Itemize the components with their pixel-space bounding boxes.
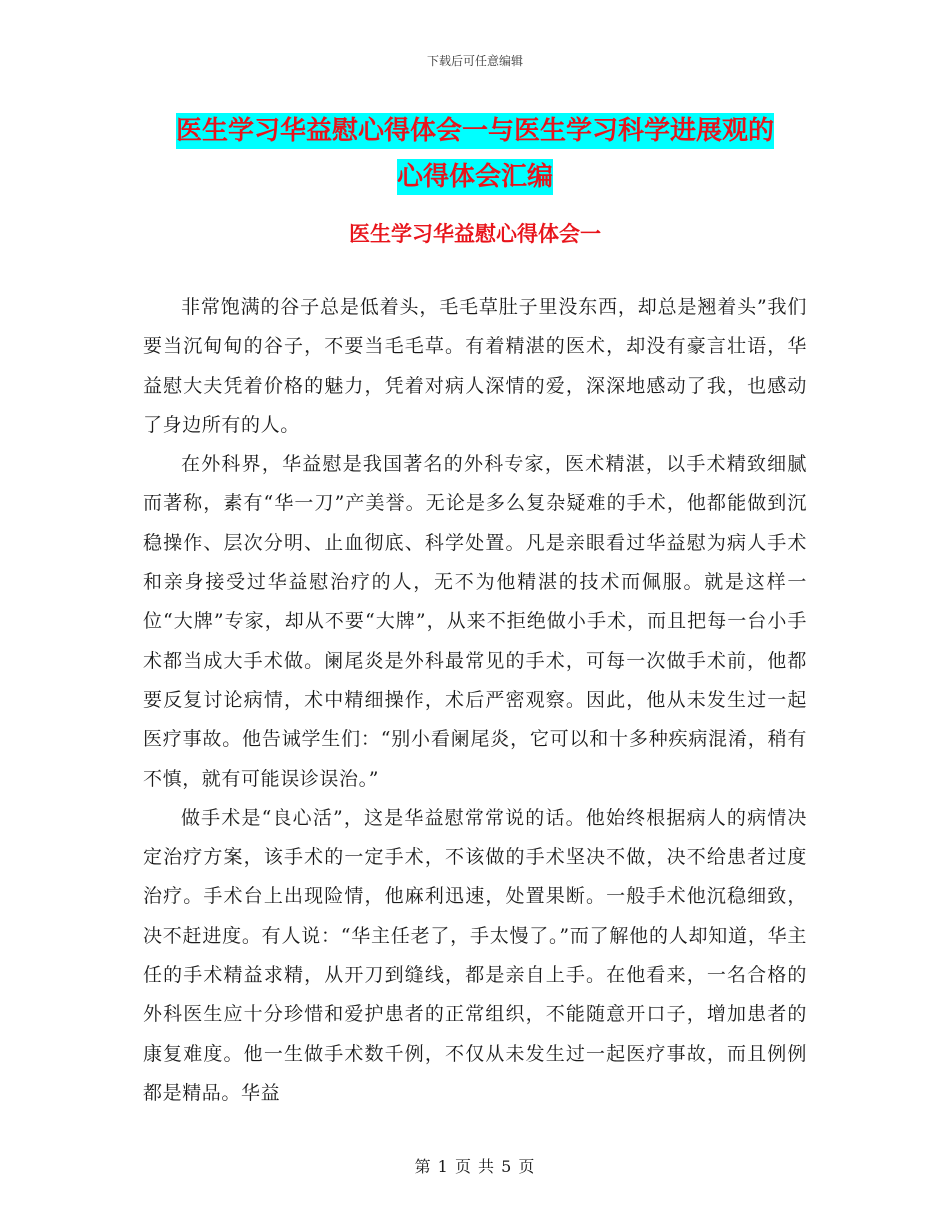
document-title-line-2: 心得体会汇编 xyxy=(397,159,553,195)
header-note: 下载后可任意编辑 xyxy=(426,54,523,68)
body-text xyxy=(143,288,807,1113)
paragraph: 在外科界，华益慰是我国著名的外科专家，医术精湛，以手术精致细腻而著称，素有“华一刀”产美誉。无论是多么复杂疑难的手术，他都能做到沉稳操作、层次分明、止血彻底、科学处置。凡是亲眼看过华益慰为病人手术和亲身接受过华益慰治疗的人，无不为他精湛的技术而佩服。就是这样一位“大牌”专家，却从不要“大牌”，从来不拒绝做小手术，而且把每一台小手术都当成大手术做。阑尾炎是外科最常见的手术，可每一次做手术前，他都要反复讨论病情，术中精细操作，术后严密观察。因此，他从未发生过一起医疗事故。他告诫学生们：“别小看阑尾炎，它可以和十多种疾病混淆，稍有不慎，就有可能误诊误治。” xyxy=(143,453,807,790)
paragraph: 做手术是“良心活”，这是华益慰常常说的话。他始终根据病人的病情决定治疗方案，该手术的一定手术，不该做的手术坚决不做，决不给患者过度治疗。手术台上出现险情，他麻利迅速，处置果断。一般手术他沉稳细致，决不赶进度。有人说：“华主任老了，手太慢了。”而了解他的人却知道，华主任的手术精益求精，从开刀到缝线，都是亲自上手。在他看来，一名合格的外科医生应十分珍惜和爱护患者的正常组织，不能随意开口子，增加患者的康复难度。他一生做手术数千例，不仅从未发生过一起医疗事故，而且例例都是精品。华益 xyxy=(143,806,807,1104)
page-footer: 第 1 页 共 5 页 xyxy=(414,1157,536,1176)
document-title-line-1: 医生学习华益慰心得体会一与医生学习科学进展观的 xyxy=(176,113,774,149)
document-title xyxy=(0,108,950,200)
section-title: 医生学习华益慰心得体会一 xyxy=(349,222,601,246)
paragraph: 非常饱满的谷子总是低着头，毛毛草肚子里没东西，却总是翘着头”我们要当沉甸甸的谷子，不要当毛毛草。有着精湛的医术，却没有豪言壮语，华益慰大夫凭着价格的魅力，凭着对病人深情的爱，深深地感动了我，也感动了身边所有的人。 xyxy=(143,296,807,436)
